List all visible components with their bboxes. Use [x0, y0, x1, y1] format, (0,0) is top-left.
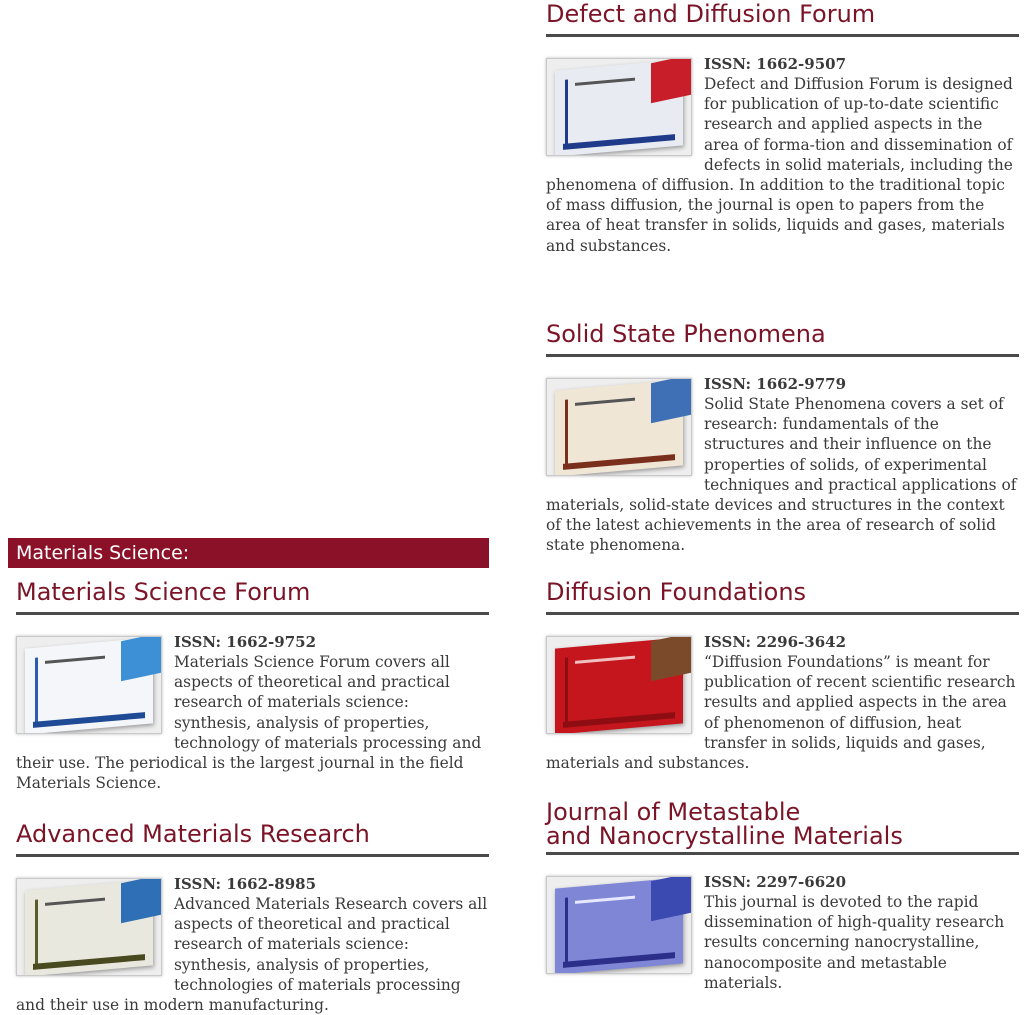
section-header-materials-science: Materials Science:: [8, 538, 489, 568]
journal-advanced-materials-research: [16, 822, 489, 1015]
journal-cover-image[interactable]: [546, 378, 692, 476]
journal-title-line-2[interactable]: and Nanocrystalline Materials: [546, 822, 903, 850]
journal-title[interactable]: [546, 2, 1019, 37]
journal-defect-diffusion-forum: [546, 2, 1019, 256]
journal-description: This journal is devoted to the rapid dissemination of high-quality research results concerning nanocrystalline, nanocomposite and metastable materials.: [704, 893, 1005, 992]
issn-label: ISSN: 1662-8985: [174, 875, 317, 893]
journal-title-line-1[interactable]: Journal of Metastable: [546, 798, 801, 826]
journal-title[interactable]: [546, 800, 1019, 855]
issn-label: ISSN: 2296-3642: [704, 633, 847, 651]
journal-cover-image[interactable]: [546, 876, 692, 974]
journal-solid-state-phenomena: [546, 322, 1019, 556]
journal-description: Solid State Phenomena covers a set of research: fundamentals of the structures and their influence on the properties of solids, of experimental techniques and practical applications of materials, solid-state devices and structures in the context of the latest achievements in the area of research of solid state phenomena.: [546, 395, 1017, 555]
issn-label: ISSN: 1662-9507: [704, 55, 847, 73]
journal-title-text[interactable]: Advanced Materials Research: [16, 820, 370, 848]
journal-materials-science-forum: [16, 580, 489, 793]
issn-label: ISSN: 2297-6620: [704, 873, 847, 891]
journal-title[interactable]: [16, 822, 489, 857]
journal-cover-image[interactable]: [546, 636, 692, 734]
journal-description: Defect and Diffusion Forum is designed for publication of up-to-date scientific research and applied aspects in the area of forma-tion and dissemination of defects in solid materials, including the phenomena of diffusion. In addition to the traditional topic of mass diffusion, the journal is open to papers from the area of heat transfer in solids, liquids and gases, materials and substances.: [546, 75, 1013, 255]
journal-cover-image[interactable]: [546, 58, 692, 156]
journal-description: Advanced Materials Research covers all aspects of theoretical and practical research of materials science: synthesis, analysis of properties, technologies of materials processing and their use in modern manufacturing.: [16, 895, 488, 1015]
journal-title[interactable]: [546, 580, 1019, 615]
journal-diffusion-foundations: [546, 580, 1019, 773]
journal-metastable-nanocrystalline-materials: [546, 800, 1019, 993]
issn-label: ISSN: 1662-9752: [174, 633, 317, 651]
journal-title-text[interactable]: Materials Science Forum: [16, 578, 311, 606]
journal-title-text[interactable]: Defect and Diffusion Forum: [546, 0, 876, 28]
journal-cover-image[interactable]: [16, 636, 162, 734]
journal-title-text[interactable]: Diffusion Foundations: [546, 578, 807, 606]
journal-description: Materials Science Forum covers all aspects of theoretical and practical research of materials science: synthesis, analysis of properties, technology of materials processing and their use. The periodical is the largest journal in the field Materials Science.: [16, 653, 482, 793]
journal-title[interactable]: [16, 580, 489, 615]
journal-title-text[interactable]: Solid State Phenomena: [546, 320, 826, 348]
journal-title[interactable]: [546, 322, 1019, 357]
journal-description: “Diffusion Foundations” is meant for publication of recent scientific research results and applied aspects in the area of phenomenon of diffusion, heat transfer in solids, liquids and gases, materials and substances.: [546, 653, 1016, 773]
issn-label: ISSN: 1662-9779: [704, 375, 847, 393]
journal-cover-image[interactable]: [16, 878, 162, 976]
